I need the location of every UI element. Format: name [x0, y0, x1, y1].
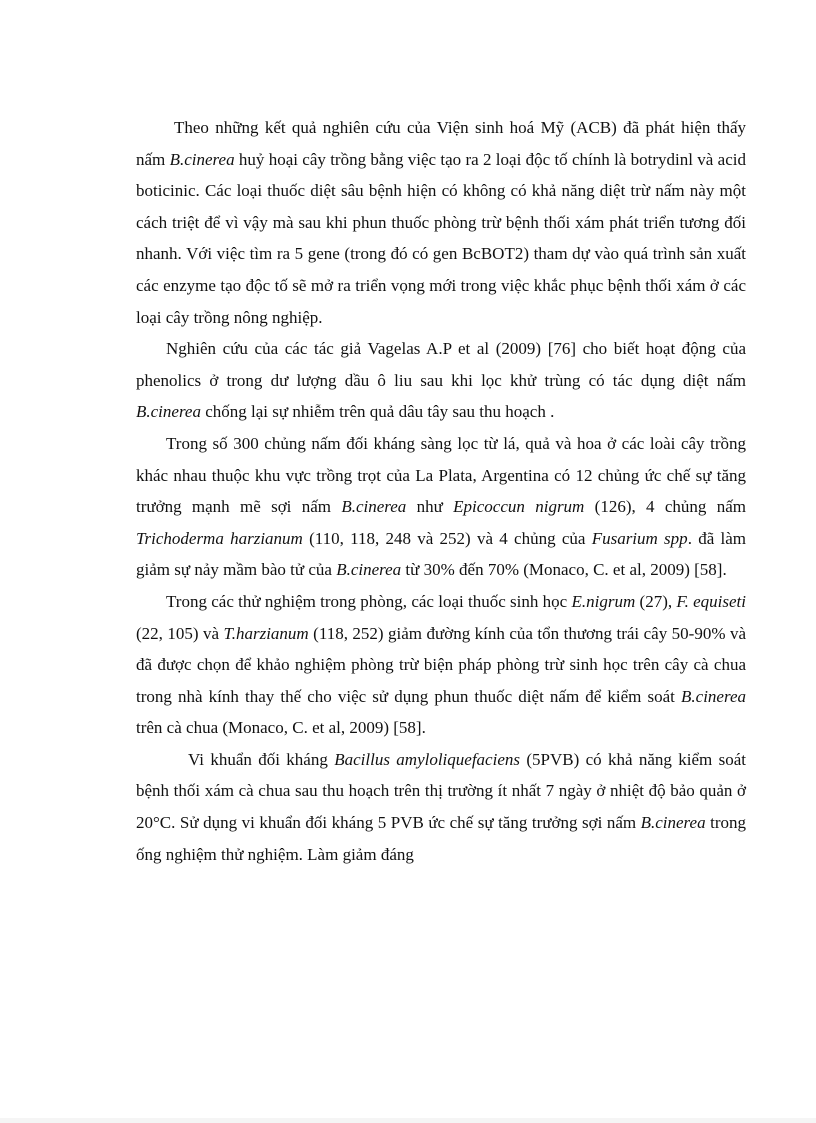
italic-term: Trichoderma harzianum [136, 528, 303, 548]
paragraph-1 [136, 112, 746, 333]
text-run: Nghiên cứu của các tác giả Vagelas A.P et al (2009) [76] cho biết hoạt động của phenolics ở trong dư lượng dầu ô liu sau khi lọc khử trùng có tác dụng diệt nấm [136, 339, 746, 390]
italic-term: B.cinerea [341, 497, 407, 517]
text-run: (110, 118, 248 và 252) và 4 chủng của [302, 528, 592, 548]
italic-term: Fusarium spp [591, 528, 688, 548]
paragraph-5 [136, 744, 746, 870]
text-run: . đã làm giảm sự nảy mầm bào tử của [136, 528, 746, 580]
italic-term: Epicoccun nigrum [453, 497, 585, 517]
text-run: trong ống nghiệm thử nghiệm. Làm giảm đáng [136, 813, 746, 864]
text-run: Trong số 300 chủng nấm đối kháng sàng lọc từ lá, quả và hoa ở các loài cây trồng khác nhau thuộc khu vực trồng trọt của La Plata, Argentina có 12 chủng ức chế sự tăng trưởng mạnh mẽ sợi nấm [136, 433, 746, 517]
text-run: Trong các thử nghiệm trong phòng, các loại thuốc sinh học [166, 591, 572, 611]
italic-term: T.harzianum [223, 623, 309, 643]
page-bottom-edge [0, 1118, 816, 1123]
text-run: như [406, 497, 454, 517]
italic-term: B.cinerea [336, 560, 402, 580]
text-run: (22, 105) và [136, 623, 224, 643]
text-run: (5PVB) có khả năng kiểm soát bệnh thối xám cà chua sau thu hoạch trên thị trường ít nhất 7 ngày ở nhiệt độ bảo quản ở 20°C. Sử dụng vi khuẩn đối kháng 5 PVB ức chế sự tăng trưởng sợi nấm [136, 749, 747, 833]
text-run: từ 30% đến 70% (Monaco, C. et al, 2009) [58]. [401, 560, 727, 580]
text-run: (27), [635, 591, 677, 611]
paragraph-3 [136, 428, 746, 586]
paragraph-2 [136, 333, 746, 428]
text-run: Vi khuẩn đối kháng [188, 749, 335, 769]
italic-term: B.cinerea [136, 402, 201, 422]
paragraph-4 [136, 586, 746, 744]
text-run: huỷ hoại cây trồng bằng việc tạo ra 2 loại độc tố chính là botrydinl và acid boticinic. Các loại thuốc diệt sâu bệnh hiện có không có khả năng diệt trừ nấm này một cách triệt để vì vậy mà sau khi phun thuốc phòng trừ bệnh thối xám phát triển tương đối nhanh. Với việc tìm ra 5 gene (trong đó có gen BcBOT2) tham dự vào quá trình sản xuất các enzyme tạo độc tố sẽ mở ra triển vọng mới trong việc khắc phục bệnh thối xám ở các loại cây trồng nông nghiệp. [136, 149, 746, 327]
text-run: chống lại sự nhiễm trên quả dâu tây sau thu hoạch . [200, 402, 555, 422]
italic-term: E.nigrum [571, 591, 636, 611]
italic-term: B.cinerea [640, 813, 706, 833]
text-run: Theo những kết quả nghiên cứu của Viện sinh hoá Mỹ (ACB) đã phát hiện thấy nấm [136, 118, 746, 169]
italic-term: Bacillus amyloliquefaciens [334, 749, 520, 769]
text-run: (126), 4 chủng nấm [584, 497, 747, 517]
text-run: trên cà chua (Monaco, C. et al, 2009) [58]. [136, 718, 426, 738]
italic-term: B.cinerea [169, 149, 235, 169]
text-run: (118, 252) giảm đường kính của tổn thương trái cây 50-90% và đã được chọn để khảo nghiệm phòng trừ biện pháp phòng trừ sinh học trên cây cà chua trong nhà kính thay thế cho việc sử dụng phun thuốc diệt nấm để kiểm soát [136, 623, 746, 706]
italic-term: B.cinerea [681, 686, 746, 706]
italic-term: F. equiseti [676, 591, 746, 611]
body-text [136, 112, 746, 870]
